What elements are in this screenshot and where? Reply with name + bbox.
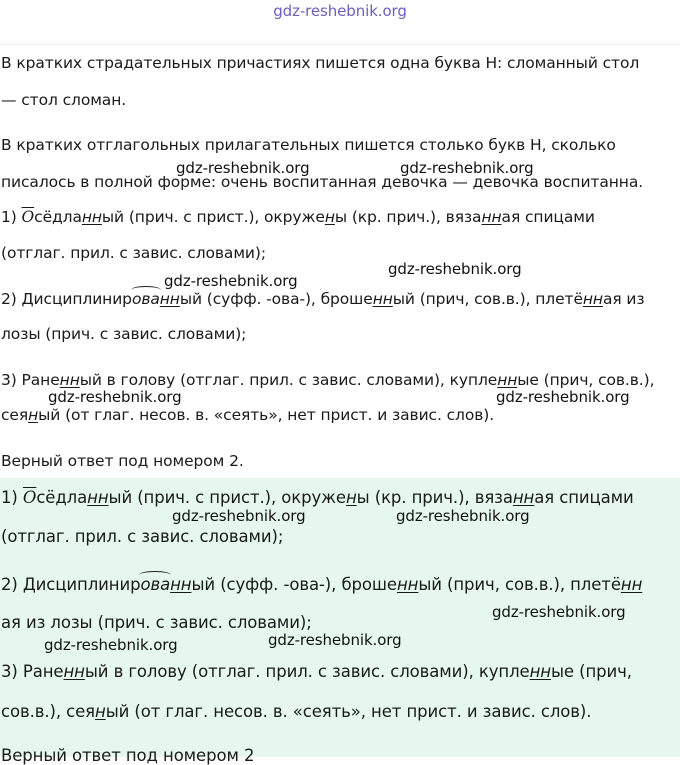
item3-line1: 3) Раненный в голову (отглаг. прил. с завис. словами), купленные (прич, сов.в.), [1, 371, 655, 389]
watermark: gdz-reshebnik.org [396, 507, 530, 525]
watermark: gdz-reshebnik.org [48, 388, 182, 406]
g-item3-line2: сов.в.), сеяный (от глаг. несов. в. «сеять», нет прист. и завис. слов). [1, 702, 592, 721]
g-item2-line2: ая из лозы (прич. с завис. словами); [1, 613, 312, 632]
item3-line2: сеяный (от глаг. несов. в. «сеять», нет прист. и завис. слов). [1, 406, 495, 424]
rule1-line1: В кратких страдательных причастиях пишется одна буква Н: сломанный стол [1, 54, 640, 72]
item1-line1: 1) Осёдланный (прич. с прист.), окружены (кр. прич.), вязанная спицами [1, 208, 595, 226]
divider [0, 38, 680, 45]
watermark: gdz-reshebnik.org [44, 636, 178, 654]
watermark: gdz-reshebnik.org [164, 272, 298, 290]
watermark: gdz-reshebnik.org [492, 603, 626, 621]
item2-line2: лозы (прич. с завис. словами); [1, 325, 247, 343]
watermark: gdz-reshebnik.org [172, 507, 306, 525]
watermark: gdz-reshebnik.org [496, 388, 630, 406]
prefix-mark: О [21, 208, 35, 226]
watermark: gdz-reshebnik.org [176, 159, 310, 177]
rule2-line1: В кратких отглагольных прилагательных пишется столько букв Н, сколько [1, 136, 616, 154]
answer-text: Верный ответ под номером 2. [1, 452, 244, 470]
site-watermark: gdz-reshebnik.org [273, 2, 407, 20]
item1-line2: (отглаг. прил. с завис. словами); [1, 244, 266, 262]
watermark: gdz-reshebnik.org [388, 260, 522, 278]
rule2-line2: писалось в полной форме: очень воспитанная девочка — девочка воспитанна. [1, 173, 644, 191]
suffix-mark: ова [131, 290, 160, 308]
g-answer-text: Верный ответ под номером 2 [1, 746, 255, 765]
g-item1-line1: 1) Осёдланный (прич. с прист.), окружены (кр. прич.), вязанная спицами [1, 488, 634, 507]
item2-line1: 2) Дисциплинированный (суфф. -ова-), брошенный (прич, сов.в.), плетённая из [1, 290, 645, 308]
watermark: gdz-reshebnik.org [400, 159, 534, 177]
g-item1-line2: (отглаг. прил. с завис. словами); [1, 527, 284, 546]
g-item2-line1: 2) Дисциплинированный (суфф. -ова-), брошенный (прич, сов.в.), плетённ [1, 575, 643, 594]
g-item3-line1: 3) Раненный в голову (отглаг. прил. с завис. словами), купленные (прич, [1, 662, 632, 681]
rule1-line2: — стол сломан. [1, 91, 127, 109]
watermark: gdz-reshebnik.org [268, 631, 402, 649]
